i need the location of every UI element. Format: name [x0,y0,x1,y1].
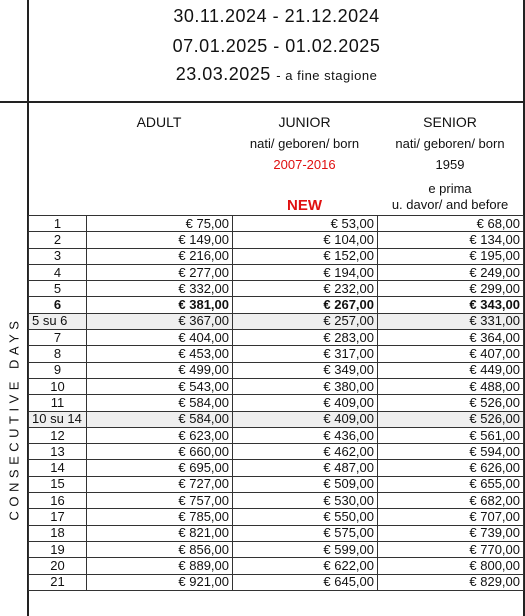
table-row [29,525,524,541]
days-cell: 12 [29,427,87,443]
adult-price-cell: € 499,00 [87,362,233,378]
junior-price-cell: € 152,00 [233,248,378,264]
days-cell: 18 [29,525,87,541]
table-row [29,574,524,590]
table-row [29,264,524,280]
table-row [29,444,524,460]
senior-price-cell: € 682,00 [378,493,524,509]
adult-price-cell: € 584,00 [87,395,233,411]
senior-before-line-1: e prima [428,181,472,196]
days-cell: 10 su 14 [29,411,87,427]
table-row [29,411,524,427]
days-cell: 13 [29,444,87,460]
table-row [29,281,524,297]
junior-price-cell: € 53,00 [233,216,378,232]
junior-price-cell: € 349,00 [233,362,378,378]
junior-price-cell: € 436,00 [233,427,378,443]
season-line-3-note: - a fine stagione [276,68,378,83]
junior-price-cell: € 317,00 [233,346,378,362]
days-cell: 20 [29,558,87,574]
adult-price-cell: € 889,00 [87,558,233,574]
days-cell: 9 [29,362,87,378]
adult-price-cell: € 785,00 [87,509,233,525]
junior-price-cell: € 380,00 [233,378,378,394]
days-cell: 17 [29,509,87,525]
junior-price-cell: € 550,00 [233,509,378,525]
senior-price-cell: € 195,00 [378,248,524,264]
senior-price-cell: € 249,00 [378,264,524,280]
junior-price-cell: € 283,00 [233,330,378,346]
table-row [29,330,524,346]
table-row [29,346,524,362]
junior-price-cell: € 645,00 [233,574,378,590]
senior-price-cell: € 829,00 [378,574,524,590]
adult-price-cell: € 367,00 [87,313,233,329]
adult-price-cell: € 727,00 [87,476,233,492]
season-line-3 [28,64,525,85]
senior-price-cell: € 561,00 [378,427,524,443]
junior-price-cell: € 530,00 [233,493,378,509]
adult-price-cell: € 75,00 [87,216,233,232]
junior-price-cell: € 267,00 [233,297,378,313]
adult-price-cell: € 584,00 [87,411,233,427]
table-row [29,476,524,492]
adult-price-cell: € 623,00 [87,427,233,443]
adult-price-cell: € 332,00 [87,281,233,297]
adult-price-cell: € 453,00 [87,346,233,362]
consecutive-days-label [4,318,24,518]
table-row [29,216,524,232]
adult-price-cell: € 856,00 [87,541,233,557]
junior-price-cell: € 575,00 [233,525,378,541]
days-cell: 1 [29,216,87,232]
price-table-body [29,216,524,591]
junior-price-cell: € 257,00 [233,313,378,329]
price-table [28,215,524,591]
table-row [29,558,524,574]
days-cell: 3 [29,248,87,264]
days-cell: 10 [29,378,87,394]
days-cell: 16 [29,493,87,509]
senior-year: 1959 [435,157,465,172]
senior-price-cell: € 343,00 [378,297,524,313]
adult-price-cell: € 921,00 [87,574,233,590]
senior-header: SENIOR [423,114,477,130]
table-row [29,541,524,557]
senior-price-cell: € 488,00 [378,378,524,394]
junior-born-label: nati/ geboren/ born [249,136,360,151]
new-badge: NEW [287,197,322,214]
senior-price-cell: € 655,00 [378,476,524,492]
senior-price-cell: € 770,00 [378,541,524,557]
junior-price-cell: € 409,00 [233,411,378,427]
adult-price-cell: € 277,00 [87,264,233,280]
senior-price-cell: € 331,00 [378,313,524,329]
table-row [29,427,524,443]
senior-price-cell: € 299,00 [378,281,524,297]
senior-price-cell: € 800,00 [378,558,524,574]
adult-price-cell: € 404,00 [87,330,233,346]
junior-price-cell: € 599,00 [233,541,378,557]
table-row [29,509,524,525]
days-cell: 6 [29,297,87,313]
senior-price-cell: € 68,00 [378,216,524,232]
adult-price-cell: € 149,00 [87,232,233,248]
junior-price-cell: € 622,00 [233,558,378,574]
days-cell: 11 [29,395,87,411]
adult-price-cell: € 821,00 [87,525,233,541]
table-row [29,362,524,378]
junior-price-cell: € 462,00 [233,444,378,460]
adult-price-cell: € 660,00 [87,444,233,460]
table-row [29,493,524,509]
senior-before-line-2: u. davor/ and before [391,197,509,212]
adult-price-cell: € 216,00 [87,248,233,264]
table-row [29,395,524,411]
junior-price-cell: € 487,00 [233,460,378,476]
header-divider-line [0,101,525,103]
junior-price-cell: € 409,00 [233,395,378,411]
adult-price-cell: € 381,00 [87,297,233,313]
days-cell: 19 [29,541,87,557]
senior-price-cell: € 739,00 [378,525,524,541]
consecutive-days-text: CONSECUTIVE DAYS [6,316,22,520]
junior-header: JUNIOR [278,114,331,130]
days-cell: 21 [29,574,87,590]
days-cell: 7 [29,330,87,346]
table-row [29,313,524,329]
senior-born-label: nati/ geboren/ born [395,136,505,151]
senior-price-cell: € 526,00 [378,411,524,427]
table-row [29,232,524,248]
senior-price-cell: € 134,00 [378,232,524,248]
adult-price-cell: € 543,00 [87,378,233,394]
senior-price-cell: € 407,00 [378,346,524,362]
adult-price-cell: € 695,00 [87,460,233,476]
junior-price-cell: € 509,00 [233,476,378,492]
season-line-2: 07.01.2025 - 01.02.2025 [172,36,381,56]
senior-price-cell: € 526,00 [378,395,524,411]
junior-years: 2007-2016 [273,157,336,172]
days-cell: 2 [29,232,87,248]
days-cell: 8 [29,346,87,362]
senior-price-cell: € 449,00 [378,362,524,378]
days-cell: 4 [29,264,87,280]
senior-price-cell: € 707,00 [378,509,524,525]
table-row [29,297,524,313]
junior-price-cell: € 232,00 [233,281,378,297]
junior-price-cell: € 194,00 [233,264,378,280]
table-row [29,460,524,476]
senior-price-cell: € 364,00 [378,330,524,346]
table-row [29,248,524,264]
season-line-1: 30.11.2024 - 21.12.2024 [173,6,380,26]
senior-price-cell: € 594,00 [378,444,524,460]
days-cell: 5 su 6 [29,313,87,329]
senior-price-cell: € 626,00 [378,460,524,476]
days-cell: 14 [29,460,87,476]
days-cell: 15 [29,476,87,492]
table-row [29,378,524,394]
junior-price-cell: € 104,00 [233,232,378,248]
adult-price-cell: € 757,00 [87,493,233,509]
days-cell: 5 [29,281,87,297]
season-line-3-dates: 23.03.2025 [175,64,271,84]
adult-header: ADULT [136,114,182,130]
